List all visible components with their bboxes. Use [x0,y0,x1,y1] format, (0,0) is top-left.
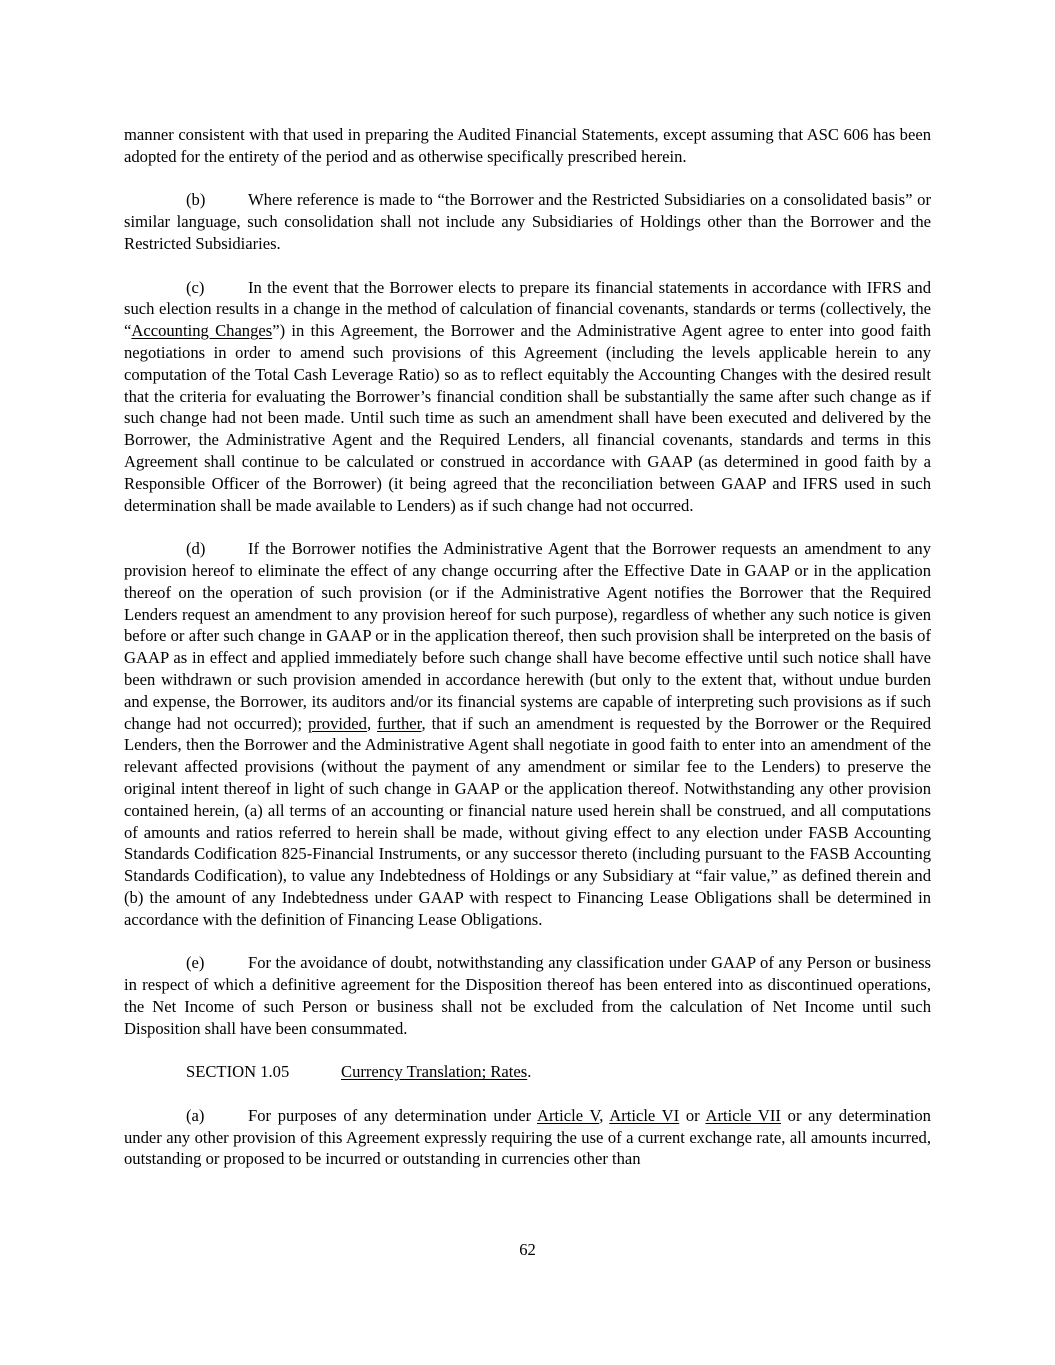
paragraph-intro: manner consistent with that used in preparing the Audited Financial Statements, except assuming that ASC 606 has been adopted for the entirety of the period and as otherwise specifically prescribed herein. [124,125,931,166]
term-further: further [377,713,422,733]
paragraph-e-text: For the avoidance of doubt, notwithstanding any classification under GAAP of any Person or business in respect of which a definitive agreement for the Disposition thereof has been entered into as discontinued operations, the Net Income of such Person or business shall not be excluded from the calculation of Net Income until such Disposition shall have been consummated. [124,953,931,1038]
defined-term-accounting-changes: Accounting Changes [131,321,273,341]
paragraph-e-marker: (e) [186,953,205,973]
paragraph-c [124,277,931,517]
section-number: SECTION 1.05 [186,1062,290,1082]
section-title: Currency Translation; Rates [341,1062,528,1082]
paragraph-1-05-a-sep-1: , [599,1105,610,1125]
paragraph-d-marker: (d) [186,539,206,559]
paragraph-d-text-2: , that if such an amendment is requested by the Borrower or the Required Lenders, then the Borrower and the Administrative Agent shall negotiate in good faith to enter into an amendment of the relevant affected provisions (without the payment of any amendment or similar fee to the Lenders) to preserve the original intent thereof in light of such change in GAAP or the application thereof. Notwithstanding any other provision contained herein, (a) all terms of an accounting or financial nature used herein shall be construed, and all computations of amounts and ratios referred to herein shall be made, without giving effect to any election under FASB Accounting Standards Codification 825-Financial Instruments, or any successor thereto (including pursuant to the FASB Accounting Standards Codification), to value any Indebtedness of Holdings or any Subsidiary at “fair value,” as defined therein and (b) the amount of any Indebtedness under GAAP with respect to Financing Lease Obligations shall be determined in accordance with the definition of Financing Lease Obligations. [124,713,932,929]
paragraph-1-05-a-text-2: or any determination under any other provision of this Agreement expressly requiring the use of a current exchange rate, all amounts incurred, outstanding or proposed to be incurred or outstanding in currencies other than [124,1105,931,1169]
paragraph-c-text-1: In the event that the Borrower elects to prepare its financial statements in accordance with IFRS and such election results in a change in the method of calculation of financial covenants, standards or terms (collectively, the “ [124,277,931,341]
paragraph-c-text-2: ”) in this Agreement, the Borrower and the Administrative Agent agree to enter into good faith negotiations in order to amend such provisions of this Agreement (including the levels applicable herein to any computation of the Total Cash Leverage Ratio) so as to reflect equitably the Accounting Changes with the desired result that the criteria for evaluating the Borrower’s financial condition shall be substantially the same after such change as if such change had not been made. Until such time as such an amendment shall have been executed and delivered by the Borrower, the Administrative Agent and the Required Lenders, all financial covenants, standards and terms in this Agreement shall continue to be calculated or construed in accordance with GAAP (as determined in good faith by a Responsible Officer of the Borrower) (it being agreed that the reconciliation between GAAP and IFRS used in such determination shall be made available to Lenders) as if such change had not occurred. [124,321,931,515]
term-provided: provided [307,713,367,733]
paragraph-1-05-a-text-1: For purposes of any determination under [248,1105,537,1125]
paragraph-b [124,189,931,254]
page-number: 62 [519,1240,536,1259]
paragraph-1-05-a [124,1105,931,1170]
paragraph-b-marker: (b) [186,190,206,210]
paragraph-c-marker: (c) [186,277,205,297]
document-page [124,124,931,1192]
reference-article-vi: Article VI [609,1105,680,1125]
reference-article-vii: Article VII [705,1105,781,1125]
paragraph-d-text-1: If the Borrower notifies the Administrative Agent that the Borrower requests an amendment to any provision hereof to eliminate the effect of any change occurring after the Effective Date in GAAP or in the application thereof on the operation of such provision (or if the Administrative Agent notifies the Borrower that the Required Lenders request an amendment to any provision hereof for such purpose), regardless of whether any such notice is given before or after such change in GAAP or in the application thereof, then such provision shall be interpreted on the basis of GAAP as in effect and applied immediately before such change shall have become effective until such notice shall have been withdrawn or such provision amended in accordance herewith (but only to the extent that, without undue burden and expense, the Borrower, its auditors and/or its financial systems are capable of interpreting such provisions as if such change had not occurred); [124,539,931,733]
paragraph-1-05-a-sep-2: or [679,1105,706,1125]
paragraph-d [124,538,931,930]
reference-article-v: Article V [536,1105,600,1125]
paragraph-1-05-a-marker: (a) [186,1105,205,1125]
paragraph-b-text: Where reference is made to “the Borrower and the Restricted Subsidiaries on a consolidated basis” or similar language, such consolidation shall not include any Subsidiaries of Holdings other than the Borrower and the Restricted Subsidiaries. [124,190,931,253]
section-title-period: . [527,1062,532,1082]
paragraph-d-sep-1: , [366,713,378,733]
section-heading-1-05 [124,1061,931,1083]
paragraph-e [124,952,931,1039]
